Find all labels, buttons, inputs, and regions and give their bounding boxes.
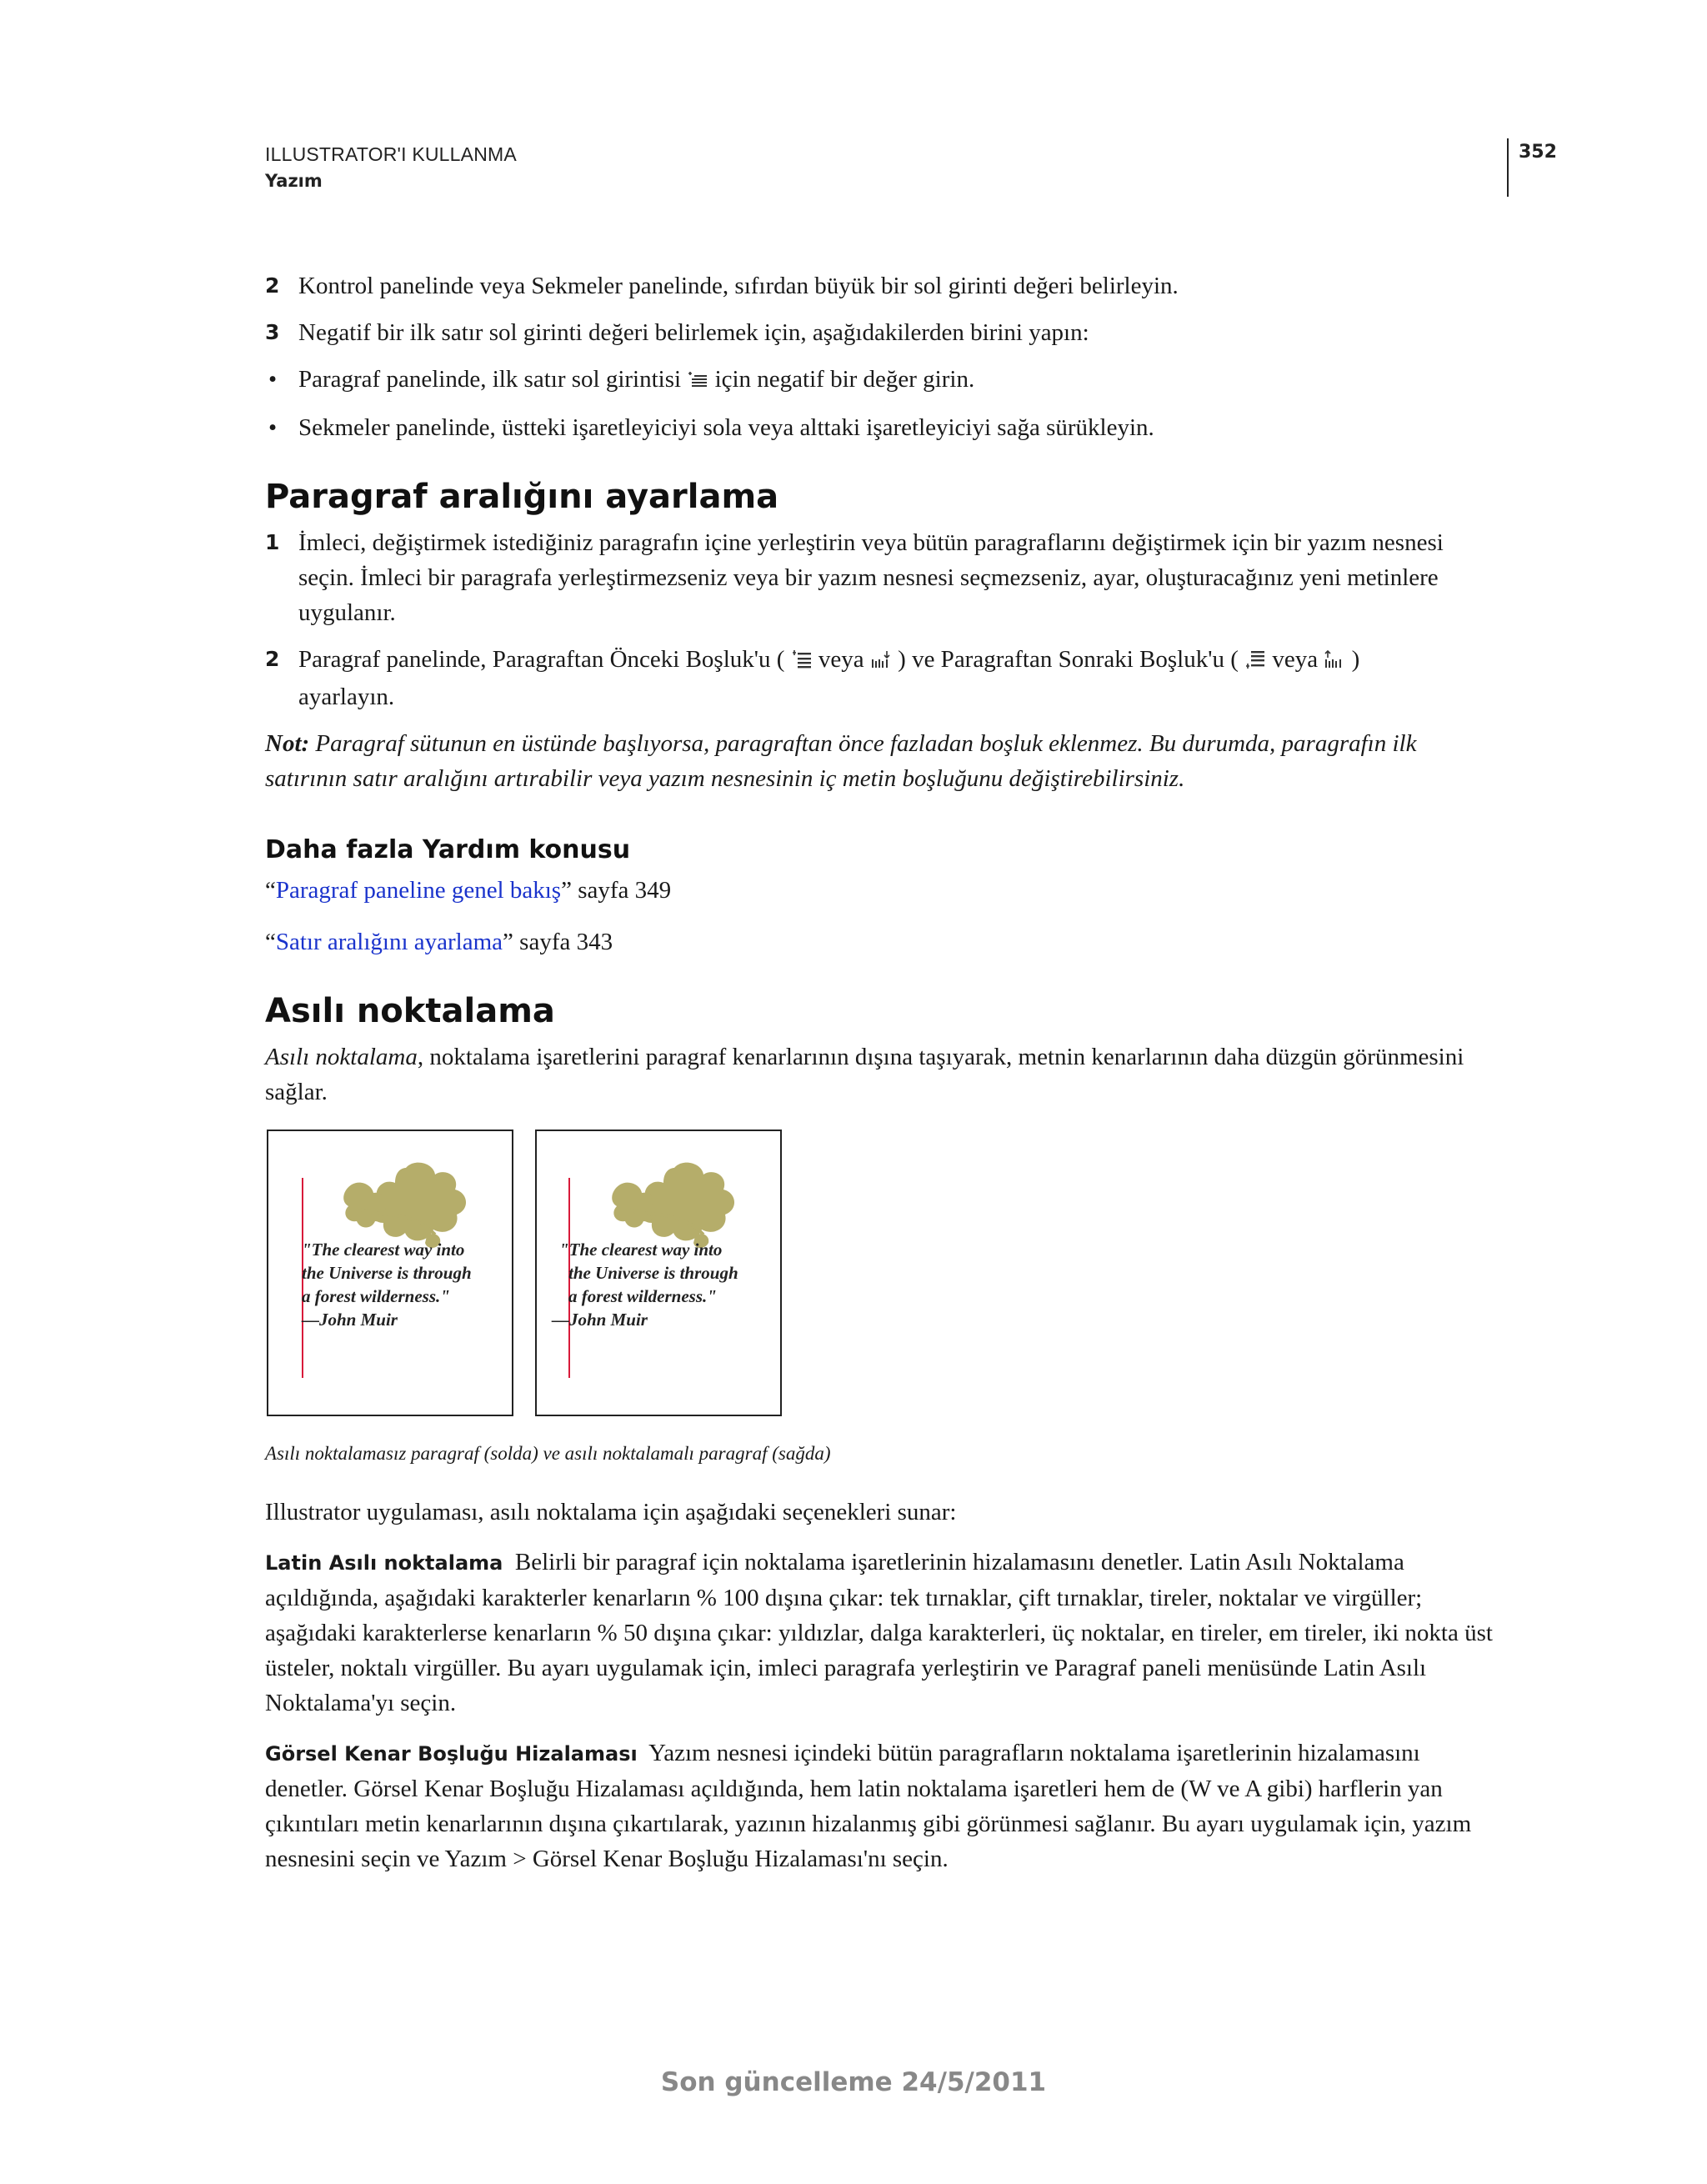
bullet-text-after: için negatif bir değer girin. <box>714 366 975 393</box>
option-optical-margin <box>265 1736 1499 1876</box>
option-term: Latin Asılı noktalama <box>265 1550 503 1575</box>
intro-term: Asılı noktalama <box>265 1043 418 1070</box>
step-text-part: ayarlayın. <box>298 683 395 710</box>
figure-caption: Asılı noktalamasız paragraf (solda) ve asılı noktalamalı paragraf (sağda) <box>265 1442 831 1464</box>
header-title: ILLUSTRATOR'I KULLANMA <box>265 143 517 165</box>
quote-text: "The clearest way into the Universe is through a forest wilderness." —John Muir <box>302 1239 472 1330</box>
intro-text: , noktalama işaretlerini paragraf kenarlarının dışına taşıyarak, metnin kenarlarının daha düzgün görünmesini sağlar. <box>265 1043 1464 1105</box>
option-latin-hanging <box>265 1545 1499 1721</box>
options-intro: Illustrator uygulaması, asılı noktalama için aşağıdaki seçenekleri sunar: <box>265 1498 957 1525</box>
space-after-alt-icon <box>1324 644 1345 679</box>
step-1 <box>265 525 1499 630</box>
help-reference <box>265 873 1499 908</box>
step-text: Negatif bir ilk satır sol girinti değeri belirlemek için, aşağıdakilerden birini yapın: <box>298 319 1089 346</box>
bullet-item <box>265 410 1499 445</box>
step-text: İmleci, değiştirmek istediğiniz paragrafın içine yerleştirin veya bütün paragraflarını değiştirmek için bir yazım nesnesi seçin. İmleci bir paragrafa yerleştirmezseniz veya bir yazım nesnesi seçmezseniz, ayar, oluşturacağınız yeni metinlere uygulanır. <box>298 529 1444 627</box>
footer-last-updated: Son güncelleme 24/5/2011 <box>660 2067 1047 2097</box>
bullet-item <box>265 362 1499 398</box>
quote-open: “ <box>265 876 276 904</box>
step-2-spacing <box>265 642 1499 714</box>
first-line-indent-icon <box>687 363 708 398</box>
option-term: Görsel Kenar Boşluğu Hizalaması <box>265 1741 638 1766</box>
bullet-dot: • <box>268 414 278 442</box>
running-header <box>265 143 517 191</box>
header-subtitle: Yazım <box>265 171 323 191</box>
section-heading: Paragraf aralığını ayarlama <box>265 478 779 517</box>
step-text-part: ) ve Paragraftan Sonraki Boşluk'u ( <box>898 646 1239 674</box>
space-before-alt-icon <box>870 644 892 679</box>
step-text: Kontrol panelinde veya Sekmeler panelinde, sıfırdan büyük bir sol girinti değeri belirleyin. <box>298 273 1179 299</box>
help-reference <box>265 924 1499 959</box>
step-number: 2 <box>265 273 280 298</box>
step-2 <box>265 268 1499 303</box>
note-label: Not: <box>265 729 310 757</box>
intro-paragraph <box>265 1039 1499 1110</box>
page-reference: ” sayfa 349 <box>561 876 672 904</box>
note <box>265 726 1499 796</box>
space-after-icon <box>1244 644 1266 679</box>
option-description: Belirli bir paragraf için noktalama işaretlerinin hizalamasını denetler. Latin Asılı Noktalama açıldığında, aşağıdaki karakterler kenarların % 100 dışına çıkar: tek tırnaklar, çift tırnaklar, tireler, noktalar ve virgüller; aşağıdaki karakterlerse kenarların % 50 dışına çıkar: yıldızlar, dalga karakterleri, üç noktalar, en tireler, em tireler, iki nokta üst üsteler, noktalı virgüller. Bu ayarı uygulamak için, imleci paragrafa yerleştirin ve Paragraf paneli menüsünde Latin Asılı Noktalama'yı seçin. <box>265 1548 1493 1716</box>
quote-text-hanging: "The clearest way into the Universe is through a forest wilderness." —John Muir <box>552 1239 738 1330</box>
step-3 <box>265 315 1499 350</box>
page-reference: ” sayfa 343 <box>503 928 613 955</box>
step-number: 1 <box>265 530 280 555</box>
figure-panel-right <box>535 1130 782 1416</box>
page-number: 352 <box>1519 142 1557 163</box>
help-link[interactable]: Paragraf paneline genel bakış <box>275 876 562 904</box>
space-before-icon <box>791 644 813 679</box>
step-text-part: ) <box>1351 646 1360 674</box>
more-help-heading: Daha fazla Yardım konusu <box>265 834 631 864</box>
bullet-text: Sekmeler panelinde, üstteki işaretleyiciyi sola veya alttaki işaretleyiciyi sağa sürükleyin. <box>298 414 1154 442</box>
figure-panel-left <box>267 1130 513 1416</box>
section-heading: Asılı noktalama <box>265 991 555 1030</box>
step-text-part: Paragraf panelinde, Paragraftan Önceki Boşluk'u ( <box>298 646 785 674</box>
header-divider <box>1507 138 1509 197</box>
step-text-veya: veya <box>818 646 864 674</box>
step-number: 3 <box>265 320 280 344</box>
bullet-dot: • <box>268 366 278 393</box>
hanging-punctuation-figure <box>265 1130 1499 1430</box>
option-description: Yazım nesnesi içindeki bütün paragrafların noktalama işaretlerinin hizalamasını denetler. Görsel Kenar Boşluğu Hizalaması açıldığında, hem latin noktalama işaretleri hem de (W ve A gibi) harflerin yan çıkıntıları metin kenarlarının dışına çıkartılarak, yazının hizalanmış gibi görünmesi sağlanır. Bu ayarı uygulamak için, yazım nesnesini seçin ve Yazım > Görsel Kenar Boşluğu Hizalaması'nı seçin. <box>265 1739 1472 1872</box>
step-text-veya: veya <box>1272 646 1319 674</box>
help-link[interactable]: Satır aralığını ayarlama <box>275 928 503 955</box>
quote-open: “ <box>265 928 276 955</box>
main-content <box>265 268 1499 1891</box>
bullet-text-before: Paragraf panelinde, ilk satır sol girintisi <box>298 366 682 393</box>
note-text: Paragraf sütunun en üstünde başlıyorsa, paragraftan önce fazladan boşluk eklenmez. Bu durumda, paragrafın ilk satırının satır aralığını artırabilir veya yazım nesnesinin iç metin boşluğunu değiştirebilirsiniz. <box>265 729 1417 792</box>
step-number: 2 <box>265 647 280 672</box>
